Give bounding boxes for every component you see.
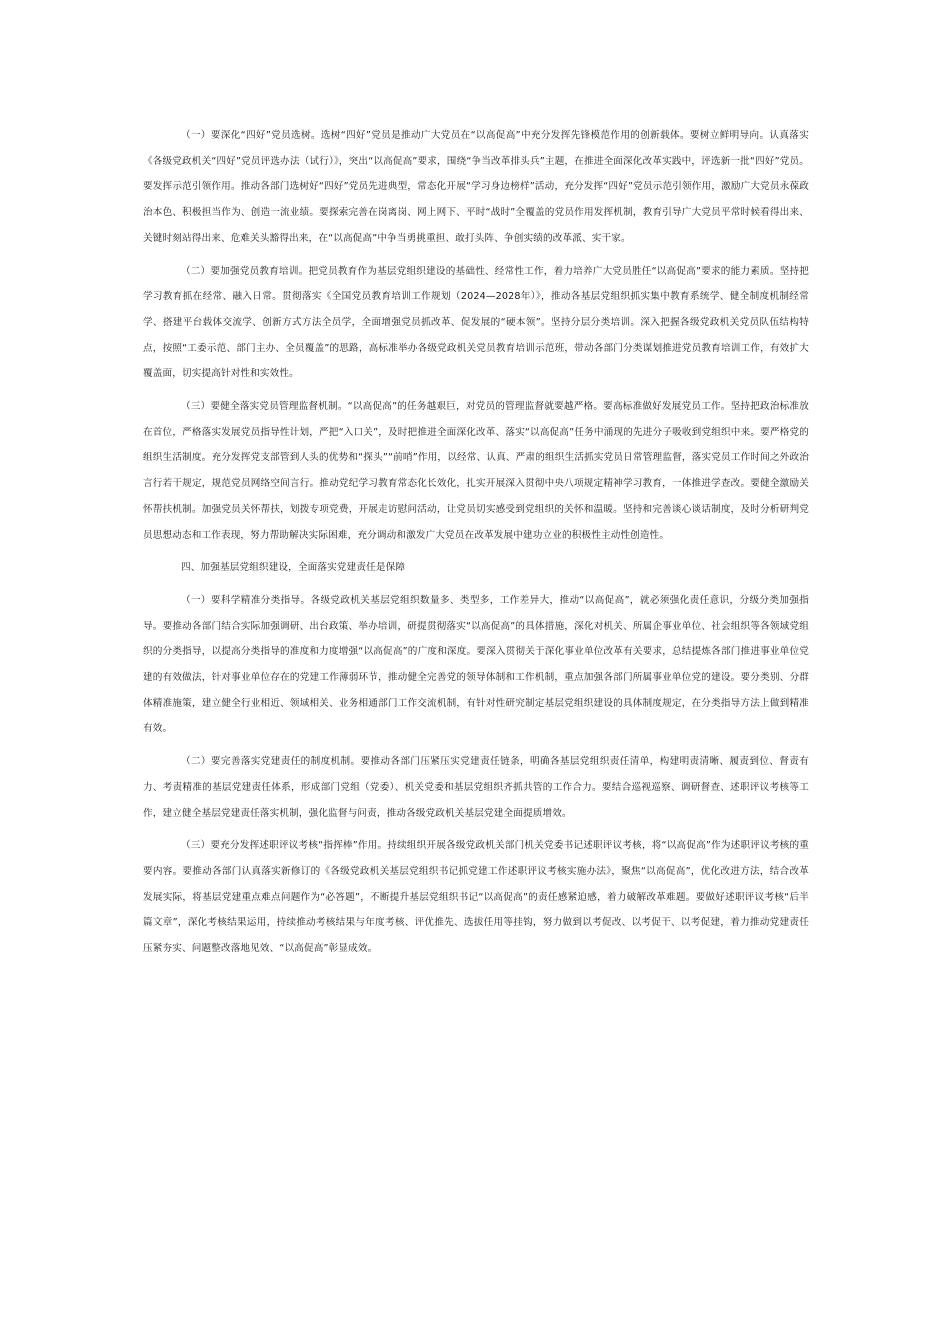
paragraph-classified-guidance: （一）要科学精准分类指导。各级党政机关基层党组织数量多、类型多，工作差异大，推动“以高促高”，就必须强化责任意识，分级分类加强指导。要推动各部门结合实际加强调研、出台政策、举办培训，研提贯彻落实“以高促高”的具体措施，深化对机关、所属企事业单位、社会组织等各领域党组织的分类指导，以提高分类指导的准度和力度增强“以高促高”的广度和深度。要深入贯彻关于深化事业单位改革有关要求，总结提炼各部门推进事业单位党建的有效做法，针对事业单位存在的党建工作薄弱环节，推动健全完善党的领导体制和工作机制，重点加强各部门所属事业单位党的建设。要分类别、分群体精准施策，建立健全行业相近、领域相关、业务相通部门工作交流机制，有针对性研究制定基层党组织建设的具体制度规定，在分类指导方法上做到精准有效。 — [143, 594, 809, 735]
paragraph-party-member-selection: （一）要深化“四好”党员选树。选树“四好”党员是推动广大党员在“以高促高”中充分发挥先锋模范作用的创新载体。要树立鲜明导向。认真落实《各级党政机关“四好”党员评选办法（试行）》，突出“以高促高”要求，围绕“争当改革排头兵”主题，在推进全面深化改革实践中，评选新一批“四好”党员。要发挥示范引领作用。推动各部门选树好“四好”党员先进典型，常态化开展“学习身边榜样”活动，充分发挥“四好”党员示范引领作用，激励广大党员永葆政治本色、积极担当作为、创造一流业绩。要探索完善在岗离岗、网上网下、平时“战时”全覆盖的党员作用发挥机制，教育引导广大党员平常时候看得出来、关键时刻站得出来、危难关头豁得出来，在“以高促高”中争当勇挑重担、敢打头阵、争创实绩的改革派、实干家。 — [143, 130, 809, 244]
paragraph-evaluation-baton: （三）要充分发挥述职评议考核“指挥棒”作用。持续组织开展各级党政机关部门机关党委书记述职评议考核，将“以高促高”作为述职评议考核的重要内容。要推动各部门认真落实新修订的《各级党政机关基层党组织书记抓党建工作述职评议考核实施办法》，聚焦“以高促高”，优化改进方法，结合改革发展实际，将基层党建重点难点问题作为“必答题”，不断提升基层党组织书记“以高促高”的责任感紧迫感，着力破解改革难题。要做好述职评议考核“后半篇文章”，深化考核结果运用，持续推动考核结果与年度考核、评优推先、选拔任用等挂钩，努力做到以考促改、以考促干、以考促建，着力推动党建责任压紧夯实、问题整改落地见效、“以高促高”彰显成效。 — [143, 840, 809, 955]
paragraph-party-member-education: （二）要加强党员教育培训。把党员教育作为基层党组织建设的基础性、经常性工作，着力培养广大党员胜任“以高促高”要求的能力素质。坚持把学习教育抓在经常、融入日常。贯彻落实《全国党员教育培训工作规划（2024—2028年）》，推动各基层党组织抓实集中教育系统学、健全制度机制经常学、搭建平台载体交流学、创新方式方法全员学，全面增强党员抓改革、促发展的“硬本领”。坚持分层分类培训。深入把握各级党政机关党员队伍结构特点，按照“工委示范、部门主办、全员覆盖”的思路，高标准举办各级党政机关党员教育培训示范班，带动各部门分类谋划推进党员教育培训工作，有效扩大覆盖面，切实提高针对性和实效性。 — [143, 265, 809, 380]
paragraph-responsibility-mechanism: （二）要完善落实党建责任的制度机制。要推动各部门压紧压实党建责任链条，明确各基层党组织责任清单，构建明责清晰、履责到位、督责有力、考责精准的基层党建责任体系，形成部门党组（党委）、机关党委和基层党组织齐抓共管的工作合力。要结合巡视巡察、调研督查、述职评议考核等工作，建立健全基层党建责任落实机制，强化监督与问责，推动各级党政机关基层党建全面提质增效。 — [143, 756, 809, 819]
document-body — [143, 123, 809, 969]
paragraph-party-member-supervision: （三）要健全落实党员管理监督机制。“以高促高”的任务越艰巨，对党员的管理监督就要越严格。要高标准做好发展党员工作。坚持把政治标准放在首位，严格落实发展党员指导性计划，严把“入口关”，及时把推进全面深化改革、落实“以高促高”任务中涌现的先进分子吸收到党组织中来。要严格党的组织生活制度。充分发挥党支部管到人头的优势和“探头”“前哨”作用，以经常、认真、严肃的组织生活抓实党员日常管理监督，落实党员工作时间之外政治言行若干规定，规范党员网络空间言行。推动党纪学习教育常态化长效化，扎实开展深入贯彻中央八项规定精神学习教育，一体推进学查改。要健全激励关怀帮扶机制。加强党员关怀帮扶，划拨专项党费，开展走访慰问活动，让党员切实感受到党组织的关怀和温暖。坚持和完善谈心谈话制度，及时分析研判党员思想动态和工作表现，努力帮助解决实际困难，充分调动和激发广大党员在改革发展中建功立业的积极性主动性创造性。 — [143, 401, 809, 541]
section-heading-four: 四、加强基层党组织建设，全面落实党建责任是保障 — [181, 562, 406, 574]
